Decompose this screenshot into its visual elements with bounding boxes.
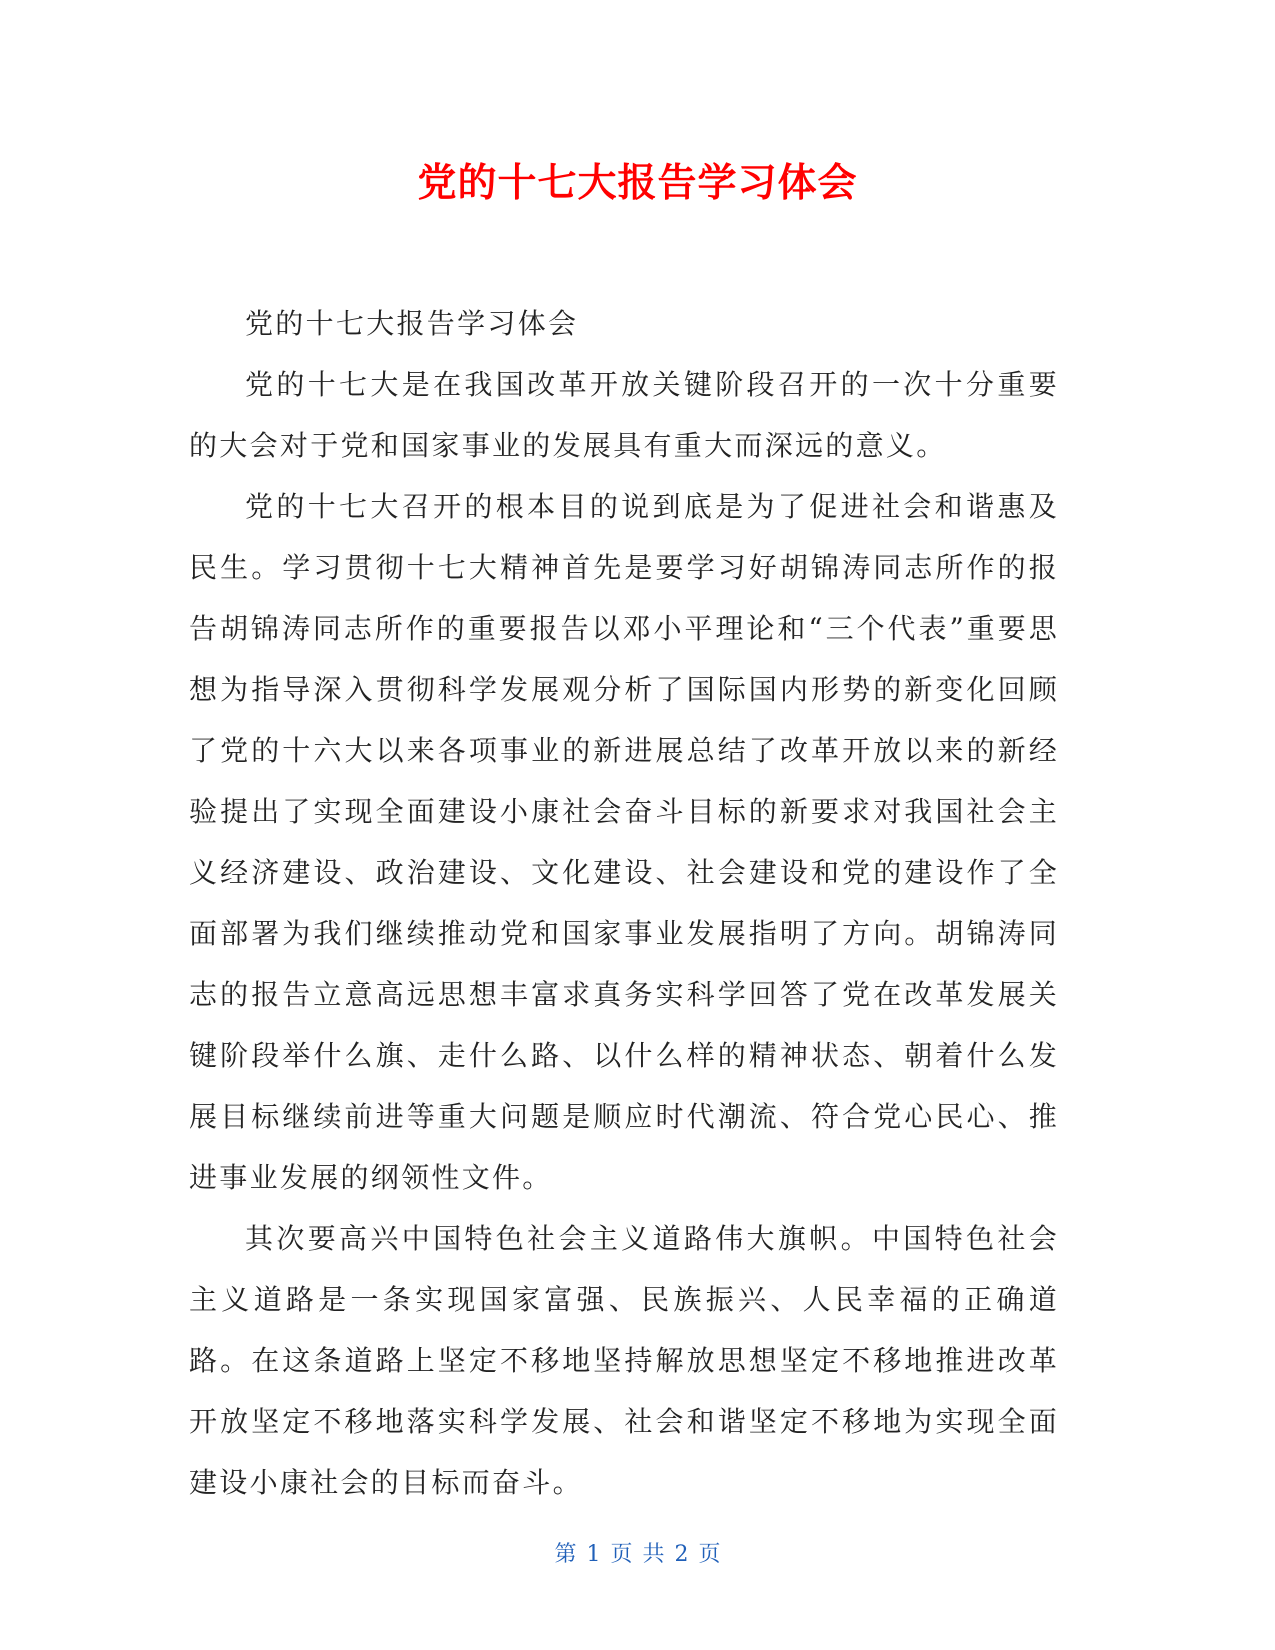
footer-total-label: 共 [642, 1542, 665, 1567]
paragraph-report: 党的十七大召开的根本目的说到底是为了促进社会和谐惠及民生。学习贯彻十七大精神首先是要学习好胡锦涛同志所作的报告胡锦涛同志所作的重要报告以邓小平理论和“三个代表”重要思想为指导深入贯彻科学发展观分析了国际国内形势的新变化回顾了党的十六大以来各项事业的新进展总结了改革开放以来的新经验提出了实现全面建设小康社会奋斗目标的新要求对我国社会主义经济建设、政治建设、文化建设、社会建设和党的建设作了全面部署为我们继续推动党和国家事业发展指明了方向。胡锦涛同志的报告立意高远思想丰富求真务实科学回答了党在改革发展关键阶段举什么旗、走什么路、以什么样的精神状态、朝着什么发展目标继续前进等重大问题是顺应时代潮流、符合党心民心、推进事业发展的纲领性文件。 [189, 490, 1059, 1194]
page-number-footer [0, 1540, 1275, 1570]
paragraph-socialism-road: 其次要高兴中国特色社会主义道路伟大旗帜。中国特色社会主义道路是一条实现国家富强、民族振兴、人民幸福的正确道路。在这条道路上坚定不移地坚持解放思想坚定不移地推进改革开放坚定不移地落实科学发展、社会和谐坚定不移地为实现全面建设小康社会的目标而奋斗。 [189, 1222, 1059, 1499]
footer-total-pages: 2 [674, 1542, 689, 1567]
footer-current-page: 1 [586, 1542, 601, 1567]
paragraph-intro: 党的十七大是在我国改革开放关键阶段召开的一次十分重要的大会对于党和国家事业的发展具有重大而深远的意义。 [189, 368, 1059, 462]
footer-total-unit: 页 [698, 1542, 721, 1567]
paragraph-subtitle: 党的十七大报告学习体会 [245, 307, 579, 340]
document-title: 党的十七大报告学习体会 [417, 161, 858, 206]
footer-page-unit: 页 [610, 1542, 633, 1567]
document-body [189, 293, 1059, 1513]
footer-page-label: 第 [554, 1542, 577, 1567]
